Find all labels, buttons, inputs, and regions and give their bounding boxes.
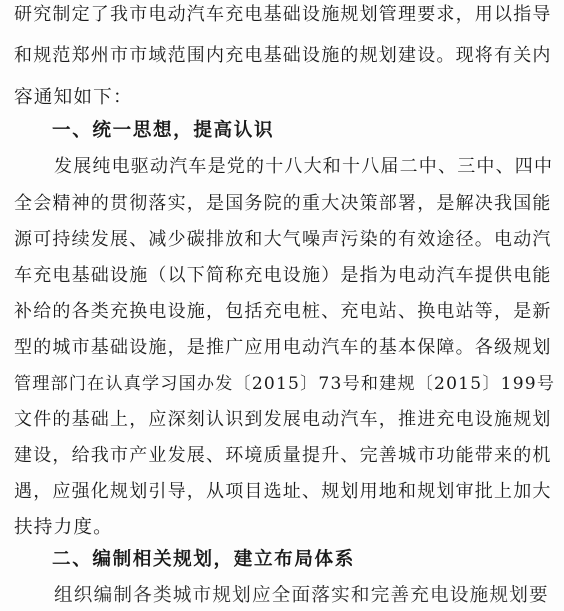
paragraph-line: 文件的基础上，应深刻认识到发展电动汽车，推进充电设施规划	[14, 409, 552, 430]
paragraph-line: 和规范郑州市市域范围内充电基础设施的规划建设。现将有关内	[14, 45, 552, 66]
paragraph-line: 车充电基础设施（以下简称充电设施）是指为电动汽车提供电能	[14, 265, 552, 286]
paragraph-line: 容通知如下：	[14, 87, 133, 108]
section-heading: 一、统一思想，提高认识	[52, 120, 275, 141]
section-heading: 二、编制相关规划，建立布局体系	[52, 549, 355, 570]
paragraph-line: 源可持续发展、减少碳排放和大气噪声污染的有效途径。电动汽	[14, 229, 552, 250]
paragraph-line: 管理部门在认真学习国办发〔2015〕73号和建规〔2015〕199号	[14, 374, 556, 394]
paragraph-line: 建设，给我市产业发展、环境质量提升、完善城市功能带来的机	[14, 445, 552, 466]
paragraph-line: 发展纯电驱动汽车是党的十八大和十八届二中、三中、四中	[54, 156, 554, 177]
paragraph-line: 补给的各类充换电设施，包括充电桩、充电站、换电站等，是新	[14, 301, 552, 322]
paragraph-line: 型的城市基础设施，是推广应用电动汽车的基本保障。各级规划	[14, 337, 552, 358]
paragraph-line: 组织编制各类城市规划应全面落实和完善充电设施规划要	[54, 585, 549, 606]
paragraph-line: 遇，应强化规划引导，从项目选址、规划用地和规划审批上加大	[14, 481, 552, 502]
paragraph-line: 研究制定了我市电动汽车充电基础设施规划管理要求，用以指导	[14, 4, 552, 25]
paragraph-line: 全会精神的贯彻落实，是国务院的重大决策部署，是解决我国能	[14, 193, 552, 214]
paragraph-line: 扶持力度。	[14, 517, 113, 538]
